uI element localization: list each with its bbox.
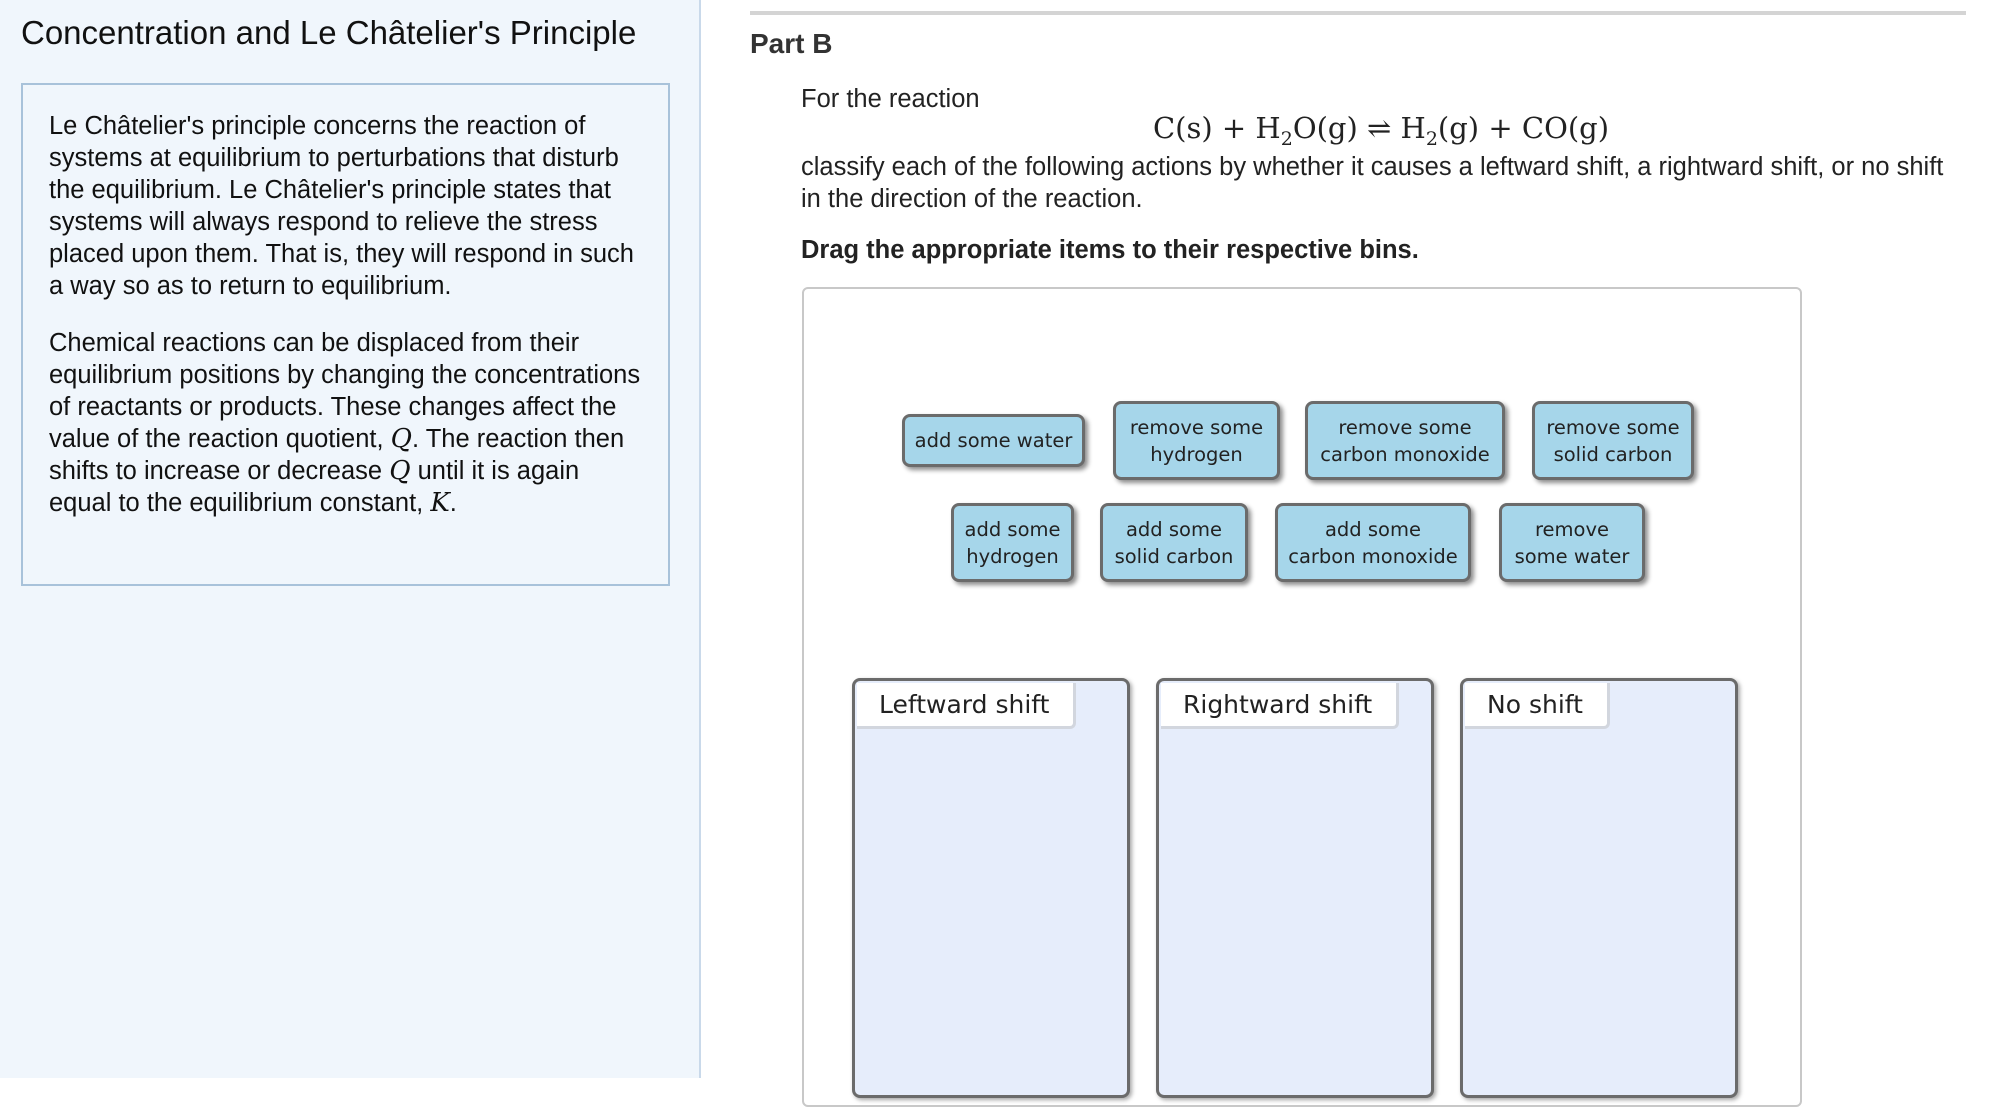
bin-rightward-shift[interactable]: [1156, 678, 1434, 1098]
drag-instruction: Drag the appropriate items to their respective bins.: [801, 236, 1419, 264]
drag-item-label: add some water: [914, 429, 1073, 452]
intro-paragraph-1: Le Châtelier's principle concerns the reaction of systems at equilibrium to perturbations that disturb the equilibrium. Le Châtelier's principle states that systems will always respond to relieve the stress placed upon them. That is, they will respond in such a way so as to return to equilibrium.: [49, 112, 634, 300]
drag-item-add-some-solid-carbon[interactable]: [1100, 503, 1248, 582]
eq-term: H: [1255, 111, 1281, 145]
panel-title: Concentration and Le Châtelier's Principle: [21, 14, 637, 51]
part-title: Part B: [750, 28, 833, 59]
bin-no-shift[interactable]: [1460, 678, 1738, 1098]
left-panel: [0, 0, 701, 1078]
eq-subscript: 2: [1425, 127, 1438, 150]
eq-term: O(g): [1292, 111, 1358, 145]
eq-subscript: 2: [1280, 127, 1293, 150]
bin-leftward-shift[interactable]: [852, 678, 1130, 1098]
drag-item-label: add some solid carbon: [1114, 517, 1234, 568]
drag-item-label: remove some water: [1514, 517, 1630, 568]
math-var-k: K: [430, 488, 450, 518]
bin-label: Leftward shift: [857, 683, 1076, 729]
eq-plus: +: [1488, 111, 1513, 145]
reaction-intro: For the reaction: [801, 85, 980, 113]
paragraph-text: Chemical reactions can be displaced from their equilibrium positions by changing the concentrations of reactants or products. These changes affect the value of the reaction quotient,: [49, 329, 641, 453]
eq-term: H: [1400, 111, 1426, 145]
drag-item-add-some-hydrogen[interactable]: [951, 503, 1074, 582]
eq-term: (g): [1437, 111, 1480, 145]
eq-term: C(s): [1152, 111, 1213, 145]
eq-term: CO(g): [1521, 111, 1610, 145]
equilibrium-arrow-icon: ⇌: [1367, 111, 1392, 145]
paragraph-text: .: [449, 489, 457, 517]
math-var-q: Q: [390, 424, 412, 454]
drag-item-remove-some-water[interactable]: [1499, 503, 1645, 582]
drag-item-label: add some hydrogen: [964, 517, 1061, 568]
paragraph-text: until it is again equal to the equilibrium constant,: [49, 457, 580, 517]
bin-label: No shift: [1465, 683, 1610, 729]
top-divider: [750, 11, 1966, 15]
paragraph-text: . The reaction then shifts to increase or decrease: [49, 425, 625, 485]
eq-plus: +: [1221, 111, 1247, 145]
drag-item-remove-some-carbon-monoxide[interactable]: [1305, 401, 1505, 480]
drag-item-label: remove some solid carbon: [1546, 415, 1680, 466]
intro-paragraph-2: [49, 327, 642, 519]
drag-item-label: remove some hydrogen: [1129, 415, 1264, 466]
classify-instructions: classify each of the following actions by whether it causes a leftward shift, a rightward shift, or no shift in the direction of the reaction.: [801, 153, 1944, 213]
bin-label: Rightward shift: [1161, 683, 1399, 729]
drag-item-add-some-carbon-monoxide[interactable]: [1275, 503, 1471, 582]
intro-info-box: [21, 83, 670, 586]
drag-item-remove-some-solid-carbon[interactable]: [1532, 401, 1694, 480]
reaction-equation: [801, 111, 1961, 150]
drag-item-label: add some carbon monoxide: [1288, 517, 1458, 568]
math-var-q: Q: [389, 456, 411, 486]
drag-item-remove-some-hydrogen[interactable]: [1113, 401, 1280, 480]
drag-item-add-some-water[interactable]: [902, 414, 1085, 467]
drag-item-label: remove some carbon monoxide: [1320, 415, 1490, 466]
